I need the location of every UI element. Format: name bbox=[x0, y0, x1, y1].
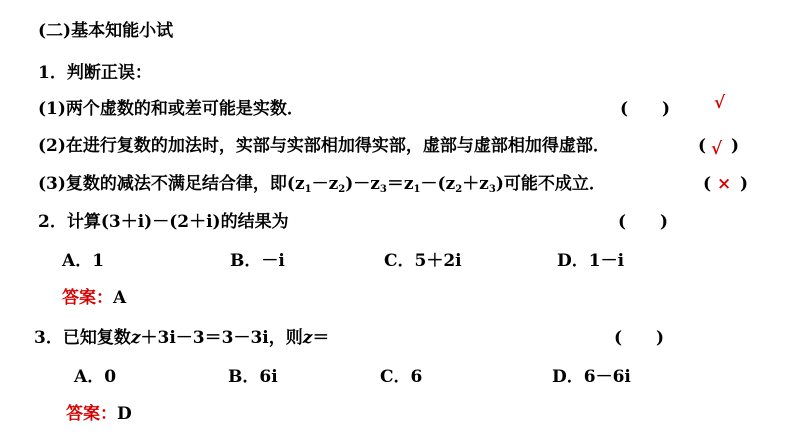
q3-stem: 3．已知复数z＋3i－3＝3－3i，则z＝ bbox=[34, 328, 330, 348]
q1-item-3-text: (3)复数的减法不满足结合律，即$(z_1-z_2)-z_3=z_1-(z_2+z_3)$可能不成立． bbox=[38, 174, 606, 195]
q3-paren: ( ) bbox=[614, 328, 665, 348]
q1-item-1-paren: ( ) bbox=[620, 99, 671, 119]
q1-item-1-text: (1)两个虚数的和或差可能是实数． bbox=[38, 99, 304, 119]
q1-stem: 1．判断正误： bbox=[38, 63, 152, 83]
q1-item-2-paren-close: ) bbox=[731, 136, 740, 156]
q2-answer-label: 答案： bbox=[62, 288, 113, 308]
q1-item-2-mark: √ bbox=[711, 139, 723, 159]
q3-option-d: D．6－6i bbox=[552, 367, 631, 387]
q2-answer-value: A bbox=[113, 288, 127, 308]
q1-item-2-paren-open: ( bbox=[698, 136, 707, 156]
q1-item-3-paren-close: ) bbox=[740, 174, 749, 194]
q1-item-3-mark: × bbox=[717, 174, 732, 194]
q1-item-1-mark: √ bbox=[714, 93, 726, 113]
q2-option-a: A．1 bbox=[62, 251, 105, 271]
q2-option-d: D．1－i bbox=[557, 251, 625, 271]
q3-answer bbox=[66, 403, 132, 425]
q3-option-c: C．6 bbox=[380, 367, 423, 387]
q3-option-a: A．0 bbox=[74, 367, 117, 387]
q2-option-c: C．5＋2i bbox=[384, 251, 462, 271]
q3-answer-value: D bbox=[117, 404, 132, 424]
q3-answer-label: 答案： bbox=[66, 404, 117, 424]
q2-option-b: B．－i bbox=[230, 251, 285, 271]
section-title: (二)基本知能小试 bbox=[38, 21, 174, 41]
q2-answer bbox=[62, 287, 126, 309]
q3-option-b: B．6i bbox=[228, 367, 278, 387]
q2-stem: 2．计算(3＋i)－(2＋i)的结果为 bbox=[38, 212, 289, 232]
q1-item-3-paren-open: ( bbox=[703, 174, 712, 194]
q2-paren: ( ) bbox=[618, 212, 669, 232]
q1-item-2-text: (2)在进行复数的加法时，实部与实部相加得实部，虚部与虚部相加得虚部． bbox=[38, 136, 610, 156]
